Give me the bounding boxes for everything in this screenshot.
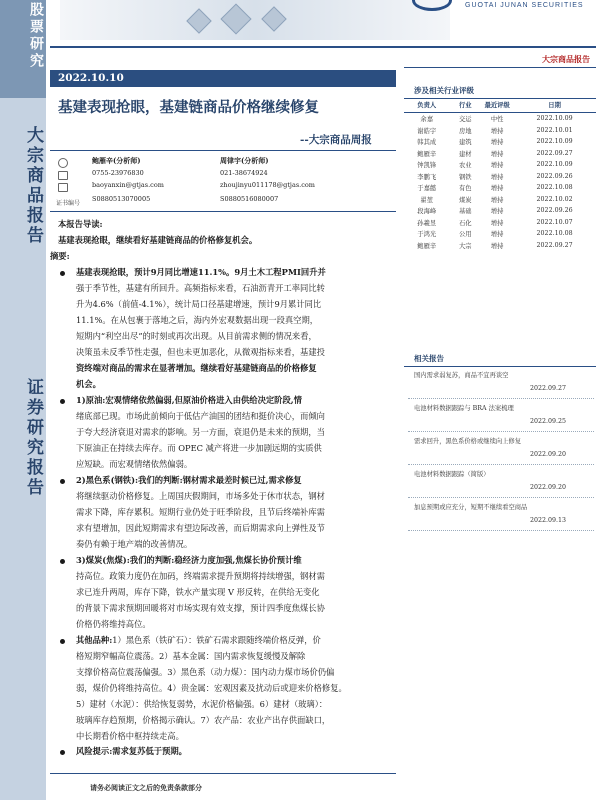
table-cell: 增持 xyxy=(490,173,504,181)
table-cell: 增持 xyxy=(490,127,504,135)
table-cell: 大宗 xyxy=(459,242,472,250)
sidebar-stock-research-label: 股票研究 xyxy=(28,2,44,70)
bullet-icon xyxy=(60,479,65,484)
person-icon xyxy=(58,158,68,168)
table-cell: 段海峰 xyxy=(417,208,437,216)
table-cell: 2022.10.09 xyxy=(536,138,573,146)
table-cell: 增持 xyxy=(490,231,504,239)
table-cell: 孙羲昱 xyxy=(417,219,437,227)
table-cell: 钟凯锋 xyxy=(417,162,437,170)
table-row xyxy=(404,148,596,160)
table-cell: 中性 xyxy=(490,116,504,124)
bullet-icon xyxy=(60,399,65,404)
cert-label: 证书编号 xyxy=(56,200,81,207)
col-header: 最近评级 xyxy=(481,100,513,113)
table-row xyxy=(404,194,596,206)
table-row xyxy=(404,182,596,194)
guide-label: 本报告导读: xyxy=(58,219,103,229)
footer-divider xyxy=(50,773,396,774)
table-cell: 钢铁 xyxy=(459,173,472,181)
left-sidebar xyxy=(0,0,46,800)
summary-item-risk: 风险提示:需求复苏低于预期。 xyxy=(76,746,187,756)
summary-item-steel: 2)黑色系(钢铁):我们的判断:钢材需求最差时候已过,需求修复 将继续驱动价格修复。上周国庆假期间，市场多处于休市状态，钢材 需求下降，库存累积。短期行业仍处于旺季阶段，且节后终端补库需 求有望增加，因此短期需求有望边际改善，而后期需求向上弹性及节 奏仍有赖于地产端的改善情况。 xyxy=(76,475,325,549)
table-cell: 增持 xyxy=(490,219,504,227)
analyst-2-name: 周律宇(分析师) xyxy=(220,156,269,165)
table-cell: 石化 xyxy=(459,219,472,227)
related-report-title[interactable]: 电池材料数据跟踪与 BRA 法案梳理 xyxy=(414,405,514,412)
brand-name-en: GUOTAI JUNAN SECURITIES xyxy=(465,2,584,9)
bullet-icon xyxy=(60,271,65,276)
table-cell: 2022.10.09 xyxy=(536,161,573,169)
table-cell: 2022.10.08 xyxy=(536,230,573,238)
table-row xyxy=(404,228,596,240)
related-report-date: 2022.09.25 xyxy=(529,418,566,425)
analyst-1-name: 鲍雁辛(分析师) xyxy=(92,156,141,165)
related-report-date: 2022.09.20 xyxy=(529,484,566,491)
related-report-date: 2022.09.13 xyxy=(529,517,566,524)
table-cell: 农业 xyxy=(459,162,472,170)
table-cell: 2022.10.07 xyxy=(536,218,573,226)
table-cell: 建筑 xyxy=(459,139,472,147)
table-cell: 2022.09.26 xyxy=(536,172,573,180)
header-decorative-strip xyxy=(60,0,450,40)
summary-item-crude-oil: 1)原油:宏观情绪依然偏弱,但原油价格进入由供给决定阶段,情 绪底部已现。市场此前倾向于低估产油国的团结和挺价决心，而倾向 于夸大经济衰退对需求的影响。另一方面，衰退仍是未来的预期，当 下原油正在持续去库存。而 OPEC 减产将进一步加剧远期的实质供 应短缺。而宏观情绪依然偏弱。 xyxy=(76,395,325,469)
related-report-item[interactable] xyxy=(408,434,594,465)
related-report-item[interactable] xyxy=(408,401,594,432)
bullet-icon xyxy=(60,750,65,755)
summary-item-infrastructure: 基建表现抢眼，预计9月同比增速11.1%。9月土木工程PMI回升并 强于季节性，基建有所回升。高频指标来看，石油沥青开工率同比转 升为4.6%（前值-4.1%），统计局口径基建增速，预计9月累计同比 11.1%。在从包裹于落地之后，海内外宏观数据出现一段真空期， 短期内“利空出尽”的时刻或再次出现。从目前需求侧的情况来看， 决策虽未反季节性走强，但也未更加恶化，从微观指标来看，基建投 资终端对商品的需求在显著增加。继续看好基建链商品的价格修复 机会。 xyxy=(76,267,326,389)
table-cell: 2022.10.01 xyxy=(536,126,573,134)
table-row xyxy=(404,217,596,229)
table-cell: 2022.09.27 xyxy=(536,149,573,157)
table-row xyxy=(404,125,596,137)
related-report-item[interactable] xyxy=(408,368,594,399)
table-cell: 增持 xyxy=(490,139,504,147)
analyst-2-email[interactable]: zhoujinyu011178@gtjas.com xyxy=(220,181,315,189)
table-cell: 煤炭 xyxy=(459,196,472,204)
col-header: 负责人 xyxy=(404,100,449,113)
table-cell: 基础 xyxy=(459,208,472,216)
table-cell: 鲍雁辛 xyxy=(417,150,437,158)
related-report-item[interactable] xyxy=(408,500,594,531)
table-cell: 于嘉懿 xyxy=(417,185,437,193)
analyst-divider xyxy=(50,211,396,212)
phone-icon xyxy=(58,171,68,180)
ratings-title: 涉及相关行业评级 xyxy=(414,86,474,95)
analyst-2-phone: 021-38674924 xyxy=(220,169,268,177)
related-report-date: 2022.09.20 xyxy=(529,451,566,458)
ratings-header-row xyxy=(404,100,596,113)
related-report-title[interactable]: 国内需求弱复苏，商品不宜再谈空 xyxy=(414,372,509,379)
related-report-date: 2022.09.27 xyxy=(529,385,566,392)
related-title: 相关报告 xyxy=(414,354,444,363)
table-cell: 增持 xyxy=(490,162,504,170)
table-cell: 2022.10.08 xyxy=(536,184,573,192)
analyst-2-cert: S0880516080007 xyxy=(220,195,279,203)
table-cell: 交运 xyxy=(459,116,472,124)
table-row xyxy=(404,240,596,252)
report-title: 基建表现抢眼，基建链商品价格继续修复 xyxy=(58,99,319,116)
related-report-item[interactable] xyxy=(408,467,594,498)
table-row xyxy=(404,171,596,183)
gem-icon xyxy=(261,6,286,31)
table-cell: 2022.10.02 xyxy=(536,195,573,203)
table-cell: 谢皓宇 xyxy=(417,127,437,135)
gem-icon xyxy=(186,8,211,33)
table-row xyxy=(404,113,596,125)
summary-item-coal: 3)煤炭(焦煤):我们的判断:稳经济力度加强,焦煤长协价预计维 持高位。政策力度仍在加码，终端需求提升预期将持续增强，钢材需 求已连升两周，库存下降，铁水产量实现 V 形反转，在供给无变化 的背景下需求预期回暖将对市场实现有效支撑，预计四季度焦煤长协 价格仍将维持高位。 xyxy=(76,555,325,629)
analyst-1-phone: 0755-23976830 xyxy=(92,169,144,177)
table-cell: 2022.10.09 xyxy=(536,115,573,123)
table-cell: 建材 xyxy=(459,150,472,158)
report-type-label: 大宗商品报告 xyxy=(542,54,590,64)
table-cell: 增持 xyxy=(490,242,504,250)
table-cell: 房地 xyxy=(459,127,472,135)
table-cell: 韩其成 xyxy=(417,139,437,147)
disclaimer-text: 请务必阅读正文之后的免责条款部分 xyxy=(90,783,202,792)
table-row xyxy=(404,159,596,171)
ratings-table xyxy=(404,100,596,251)
guide-text: 基建表现抢眼，继续看好基建链商品的价格修复机会。 xyxy=(58,235,258,245)
table-cell: 2022.09.26 xyxy=(536,207,573,215)
table-cell: 李鹏飞 xyxy=(417,173,437,181)
table-cell: 余嘉 xyxy=(420,116,434,124)
table-cell: 有色 xyxy=(459,185,472,193)
table-row xyxy=(404,136,596,148)
col-header: 行业 xyxy=(449,100,481,113)
bullet-icon xyxy=(60,639,65,644)
summary-label: 摘要: xyxy=(50,251,70,261)
table-cell: 增持 xyxy=(490,208,504,216)
report-type-divider xyxy=(404,67,596,68)
table-cell: 增持 xyxy=(490,196,504,204)
table-cell: 公用 xyxy=(459,231,472,239)
title-divider xyxy=(50,150,396,151)
table-cell: 增持 xyxy=(490,185,504,193)
bullet-icon xyxy=(60,559,65,564)
table-cell: 于鸿光 xyxy=(417,231,437,239)
table-cell: 翟堃 xyxy=(420,196,434,204)
related-report-title[interactable]: 需求回升，黑色系价格或继续向上修复 xyxy=(414,438,522,445)
table-cell: 2022.09.27 xyxy=(536,241,573,249)
table-row xyxy=(404,205,596,217)
summary-item-others: 其他品种:1）黑色系（铁矿石）：铁矿石需求跟随终端价格反弹，价 格短期窄幅高位震荡。2）基本金属：国内需求恢复缓慢及解除 支撑价格高位震荡偏强。3）黑色系（动力煤）：国内动力煤市场价仍偏 弱，煤价仍将维持高位。4）贵金属：宏观因素及扰动后或迎来价格修复。 5）建材（水泥）：供给恢复弱势，水泥价格偏强。6）建材（玻璃）： 玻璃库存趋预期，价格揭示确认。7）农产品：农业产出存供面缺口， 中长期看价格中枢持续走高。 xyxy=(76,635,347,741)
gem-icon xyxy=(220,3,251,34)
analyst-1-cert: S0880513070005 xyxy=(92,195,151,203)
sidebar-commodity-report-label: 大宗商品报告 xyxy=(23,126,43,246)
sidebar-securities-research-label: 证券研究报告 xyxy=(23,378,43,498)
report-date: 2022.10.10 xyxy=(58,72,124,84)
col-header: 日期 xyxy=(513,100,596,113)
analyst-1-email[interactable]: baoyanxin@gtjas.com xyxy=(92,181,164,189)
related-report-title[interactable]: 电池材料数据跟踪（简版） xyxy=(414,471,490,478)
table-cell: 增持 xyxy=(490,150,504,158)
email-icon xyxy=(58,183,68,192)
table-cell: 鲍雁辛 xyxy=(417,242,437,250)
related-report-title[interactable]: 加息预期或应充分，短期不继续看空商品 xyxy=(414,504,528,511)
header-divider xyxy=(50,46,596,48)
report-subtitle: --大宗商品周报 xyxy=(300,134,372,146)
